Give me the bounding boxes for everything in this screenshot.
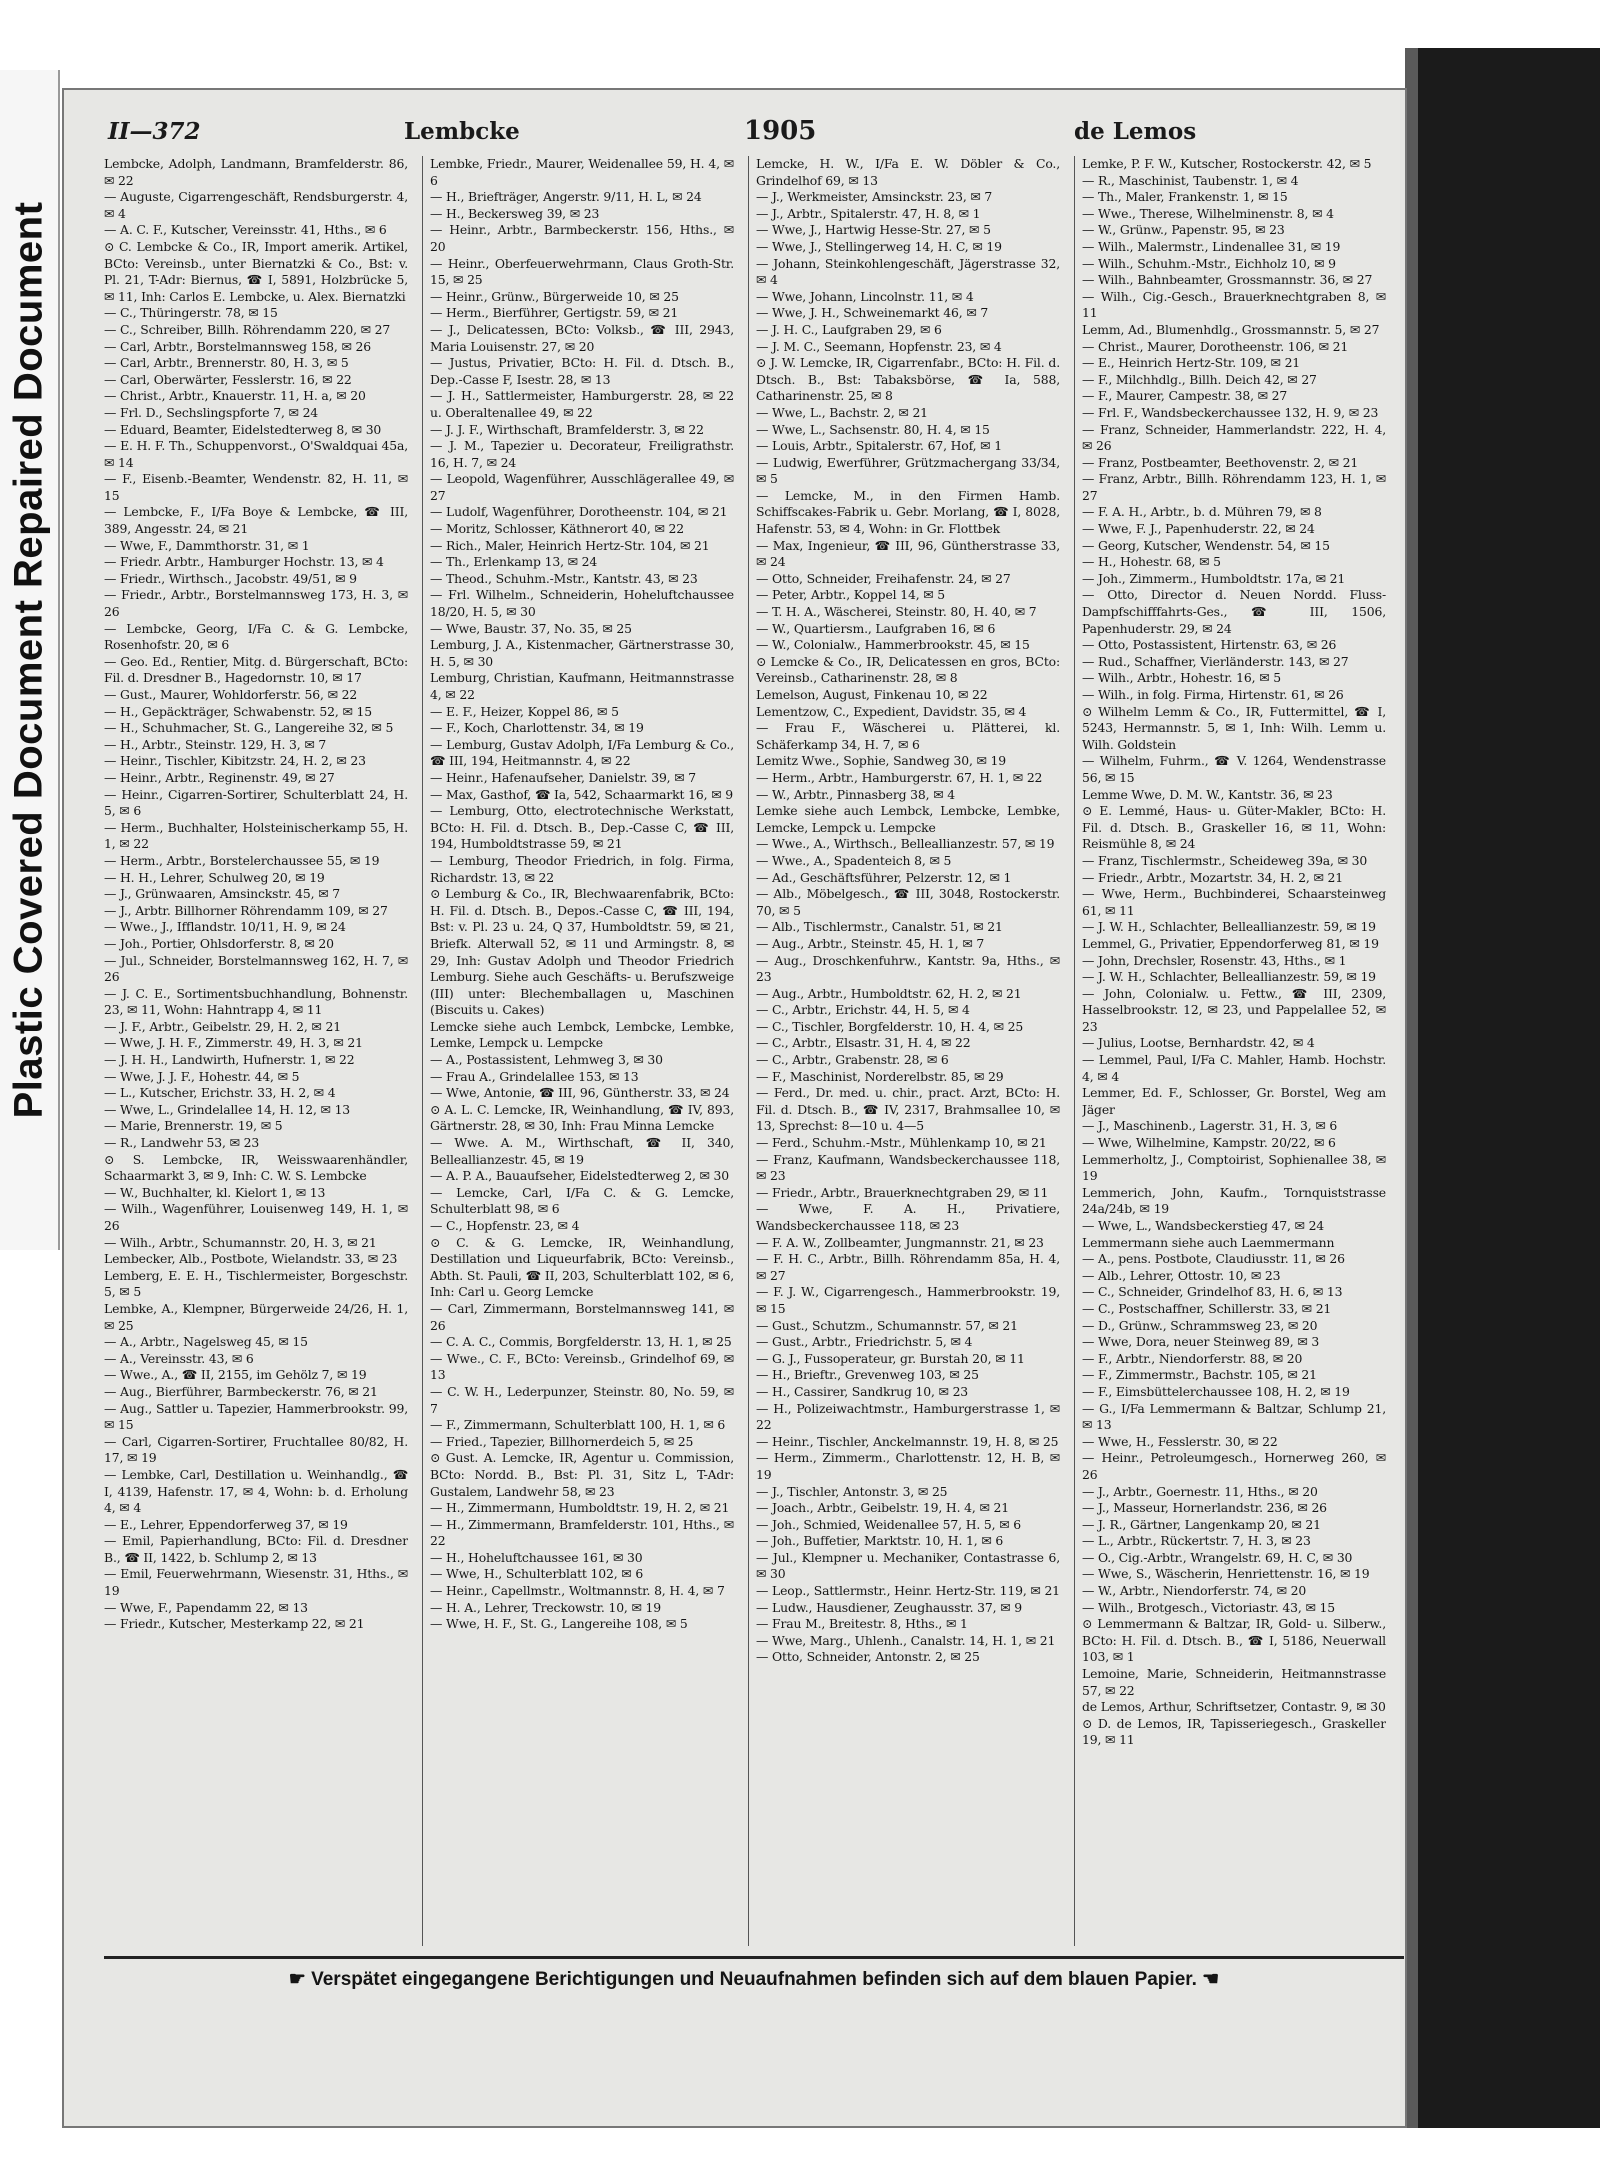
directory-entry: — C. W. H., Lederpunzer, Steinstr. 80, No. 59, ✉ 7: [430, 1383, 734, 1416]
directory-entry: Lemitz Wwe., Sophie, Sandweg 30, ✉ 19: [756, 753, 1007, 769]
directory-entry: — Frau A., Grindelallee 153, ✉ 13: [430, 1068, 639, 1084]
directory-entry: — Frl. D., Sechslingspforte 7, ✉ 24: [104, 404, 319, 420]
directory-entry: — Theod., Schuhm.-Mstr., Kantstr. 43, ✉ 23: [430, 570, 698, 586]
directory-entry: — Herm., Buchhalter, Holsteinischerkamp 55, H. 1, ✉ 22: [104, 819, 408, 852]
directory-entry: — Gust., Schutzm., Schumannstr. 57, ✉ 21: [756, 1317, 1018, 1333]
directory-entry: — Wwe., A., Spadenteich 8, ✉ 5: [756, 852, 952, 868]
directory-entry: — F., Eimsbüttelerchaussee 108, H. 2, ✉ 19: [1082, 1383, 1350, 1399]
directory-entry: — H., Schuhmacher, St. G., Langereihe 32, ✉ 5: [104, 720, 394, 736]
directory-entry: — Heinr., Tischler, Anckelmannstr. 19, H. 8, ✉ 25: [756, 1433, 1059, 1449]
directory-entry: Lemke, P. F. W., Kutscher, Rostockerstr. 42, ✉ 5: [1082, 156, 1372, 171]
directory-entry: — John, Colonialw. u. Fettw., ☎ III, 2309, Hasselbrookstr. 12, ✉ 23, und Pappelallee 52, ✉ 23: [1082, 985, 1386, 1034]
directory-entry: — Franz, Schneider, Hammerlandstr. 222, H. 4, ✉ 26: [1082, 421, 1386, 454]
directory-entry: — Lembke, Carl, Destillation u. Weinhandlg., ☎ I, 4139, Hafenstr. 17, ✉ 4, Wohn: b. d. Erholung 4, ✉ 4: [104, 1466, 408, 1516]
directory-entry: — F., Koch, Charlottenstr. 34, ✉ 19: [430, 720, 644, 736]
directory-entry: — Wwe, J., Stellingerweg 14, H. C, ✉ 19: [756, 238, 1002, 254]
directory-entry: — D., Grünw., Schrammsweg 23, ✉ 20: [1082, 1317, 1318, 1333]
directory-entry: — Heinr., Petroleumgesch., Hornerweg 260, ✉ 26: [1082, 1450, 1386, 1482]
directory-entry: — Aug., Sattler u. Tapezier, Hammerbrookstr. 99, ✉ 15: [104, 1400, 408, 1433]
header-left-keyword: Lembcke: [404, 118, 520, 145]
directory-entry: — Ad., Geschäftsführer, Pelzerstr. 12, ✉ 1: [756, 869, 1012, 885]
directory-entry: — Jul., Klempner u. Mechaniker, Contastrasse 6, ✉ 30: [756, 1549, 1060, 1582]
directory-entry: Lemburg, Christian, Kaufmann, Heitmannstrasse 4, ✉ 22: [430, 670, 734, 702]
directory-entry: — E., Heinrich Hertz-Str. 109, ✉ 21: [1082, 355, 1301, 371]
directory-entry: — Heinr., Grünw., Bürgerweide 10, ✉ 25: [430, 288, 679, 304]
directory-entry: — F. A. H., Arbtr., b. d. Mühren 79, ✉ 8: [1082, 504, 1322, 520]
directory-entry: — Frau F., Wäscherei u. Plätterei, kl. Schäferkamp 34, H. 7, ✉ 6: [756, 720, 1060, 752]
directory-entry: — E. F., Heizer, Koppel 86, ✉ 5: [430, 703, 619, 719]
directory-entry: — J. H., Sattlermeister, Hamburgerstr. 28, ✉ 22 u. Oberaltenallee 49, ✉ 22: [430, 388, 734, 420]
directory-entry: Lemelson, August, Finkenau 10, ✉ 22: [756, 687, 988, 702]
directory-entry: — Wilh., Cig.-Gesch., Brauerknechtgraben 8, ✉ 11: [1082, 288, 1386, 321]
directory-columns: [104, 156, 1404, 1956]
directory-entry: — J. H. H., Landwirth, Hufnerstr. 1, ✉ 22: [104, 1052, 355, 1068]
directory-entry: — Friedr., Wirthsch., Jacobstr. 49/51, ✉ 9: [104, 570, 357, 586]
directory-entry: — Ferd., Dr. med. u. chir., pract. Arzt, BCto: H. Fil. d. Dtsch. B., ☎ IV, 2317, Brahmsallee 10, ✉ 13, Sprechst: 8—10 u. 4—5: [756, 1085, 1060, 1134]
directory-entry: ⊙ J. W. Lemcke, IR, Cigarrenfabr., BCto: H. Fil. d. Dtsch. B., Bst: Tabaksbörse, ☎ Ia, 588, Catharinenstr. 25, ✉ 8: [756, 355, 1060, 404]
directory-entry: — Joach., Arbtr., Geibelstr. 19, H. 4, ✉ 21: [756, 1500, 1009, 1516]
directory-entry: — Rich., Maler, Heinrich Hertz-Str. 104, ✉ 21: [430, 537, 710, 553]
directory-entry: — C., Postschaffner, Schillerstr. 33, ✉ 21: [1082, 1300, 1332, 1316]
directory-page: [62, 88, 1407, 2128]
directory-entry: — Marie, Brennerstr. 19, ✉ 5: [104, 1118, 283, 1134]
directory-entry: — Christ., Arbtr., Knauerstr. 11, H. a, ✉ 20: [104, 388, 366, 404]
directory-entry: — H., Zimmermann, Humboldtstr. 19, H. 2, ✉ 21: [430, 1500, 730, 1516]
directory-entry: — Wwe, Wilhelmine, Kampstr. 20/22, ✉ 6: [1082, 1135, 1336, 1151]
page-number: II—372: [108, 118, 201, 145]
directory-entry: — Wwe, H. F., St. G., Langereihe 108, ✉ 5: [430, 1616, 688, 1632]
directory-entry: — W., Arbtr., Niendorferstr. 74, ✉ 20: [1082, 1583, 1307, 1599]
directory-entry: — J., Delicatessen, BCto: Volksb., ☎ III, 2943, Maria Louisenstr. 27, ✉ 20: [430, 321, 734, 354]
directory-entry: — F., Milchhdlg., Billh. Deich 42, ✉ 27: [1082, 371, 1317, 387]
directory-entry: — J., Tischler, Antonstr. 3, ✉ 25: [756, 1483, 948, 1499]
directory-entry: — H., Zimmermann, Bramfelderstr. 101, Hths., ✉ 22: [430, 1516, 734, 1549]
directory-entry: — F. H. C., Arbtr., Billh. Röhrendamm 85a, H. 4, ✉ 27: [756, 1251, 1060, 1283]
directory-entry: — A., Arbtr., Nagelsweg 45, ✉ 15: [104, 1334, 308, 1350]
directory-entry: — J., Arbtr., Spitalerstr. 47, H. 8, ✉ 1: [756, 205, 981, 221]
directory-entry: — E. H. F. Th., Schuppenvorst., O'Swaldquai 45a, ✉ 14: [104, 438, 408, 470]
directory-entry: — John, Drechsler, Rosenstr. 43, Hths., ✉ 1: [1082, 952, 1347, 968]
directory-entry: — Otto, Postassistent, Hirtenstr. 63, ✉ 26: [1082, 637, 1337, 653]
directory-entry: Lembke, Friedr., Maurer, Weidenallee 59, H. 4, ✉ 6: [430, 156, 734, 188]
side-label-strip: [0, 70, 60, 1250]
directory-entry: ⊙ Lemmermann & Baltzar, IR, Gold- u. Silberw., BCto: H. Fil. d. Dtsch. B., ☎ I, 5186, Neuerwall 103, ✉ 1: [1082, 1616, 1386, 1665]
footer-note: ☛ Verspätet eingegangene Berichtigungen und Neuaufnahmen befinden sich auf dem blauen Papier. ☚: [288, 1969, 1220, 1990]
directory-entry: — Wwe, F., Papendamm 22, ✉ 13: [104, 1599, 308, 1615]
directory-entry: — J. M. C., Seemann, Hopfenstr. 23, ✉ 4: [756, 338, 1002, 354]
directory-entry: — Franz, Tischlermstr., Scheideweg 39a, ✉ 30: [1082, 852, 1368, 868]
directory-entry: — Frl. F., Wandsbeckerchaussee 132, H. 9, ✉ 23: [1082, 404, 1379, 420]
directory-entry: — Lemmel, Paul, I/Fa C. Mahler, Hamb. Hochstr. 4, ✉ 4: [1082, 1052, 1386, 1084]
directory-entry: — Herm., Arbtr., Hamburgerstr. 67, H. 1, ✉ 22: [756, 769, 1043, 785]
directory-entry: — Wwe, J. H. F., Zimmerstr. 49, H. 3, ✉ 21: [104, 1035, 363, 1051]
directory-entry: — Friedr. Arbtr., Hamburger Hochstr. 13, ✉ 4: [104, 554, 384, 570]
directory-entry: — H., Beckersweg 39, ✉ 23: [430, 205, 600, 221]
directory-entry: — Otto, Schneider, Antonstr. 2, ✉ 25: [756, 1649, 980, 1665]
directory-entry: — Wwe., C. F., BCto: Vereinsb., Grindelhof 69, ✉ 13: [430, 1350, 734, 1383]
directory-entry: — Otto, Schneider, Freihafenstr. 24, ✉ 27: [756, 570, 1011, 586]
directory-entry: — Wilh., Arbtr., Hohestr. 16, ✉ 5: [1082, 670, 1281, 686]
dark-border: [1418, 48, 1600, 2128]
directory-entry: — H., Brieftr., Grevenweg 103, ✉ 25: [756, 1367, 979, 1383]
directory-entry: — H., Gepäckträger, Schwabenstr. 52, ✉ 15: [104, 703, 372, 719]
directory-entry: — Ludwig, Ewerführer, Grützmachergang 33/34, ✉ 5: [756, 454, 1060, 487]
directory-entry: — Wwe., A., Wirthsch., Belleallianzestr. 57, ✉ 19: [756, 836, 1055, 852]
directory-entry: — Friedr., Kutscher, Mesterkamp 22, ✉ 21: [104, 1616, 365, 1632]
column-1: [104, 156, 408, 1956]
directory-entry: — Wwe, S., Wäscherin, Henriettenstr. 16, ✉ 19: [1082, 1566, 1370, 1582]
directory-entry: — Lemcke, Carl, I/Fa C. & G. Lemcke, Schulterblatt 98, ✉ 6: [430, 1184, 734, 1217]
directory-entry: — J. H. C., Laufgraben 29, ✉ 6: [756, 321, 942, 337]
directory-entry: — Wilh., Wagenführer, Louisenweg 149, H. 1, ✉ 26: [104, 1201, 408, 1233]
directory-entry: — Heinr., Arbtr., Barmbeckerstr. 156, Hths., ✉ 20: [430, 222, 734, 254]
directory-entry: — Wilh., in folg. Firma, Hirtenstr. 61, ✉ 26: [1082, 687, 1344, 702]
directory-entry: — Wwe. A. M., Wirthschaft, ☎ II, 340, Belleallianzestr. 45, ✉ 19: [430, 1135, 734, 1167]
directory-entry: — Wwe, L., Wandsbeckerstieg 47, ✉ 24: [1082, 1218, 1325, 1233]
directory-entry: Lemcke siehe auch Lembck, Lembcke, Lembke, Lemke, Lempck u. Lempcke: [430, 1018, 734, 1051]
directory-entry: Lemmer, Ed. F., Schlosser, Gr. Borstel, Weg am Jäger: [1082, 1085, 1386, 1117]
directory-entry: — Ludolf, Wagenführer, Dorotheenstr. 104, ✉ 21: [430, 504, 728, 520]
directory-entry: — Max, Gasthof, ☎ Ia, 542, Schaarmarkt 16, ✉ 9: [430, 786, 733, 802]
column-3: [756, 156, 1060, 1956]
directory-entry: — Jul., Schneider, Borstelmannsweg 162, H. 7, ✉ 26: [104, 952, 408, 985]
directory-entry: Lembecker, Alb., Postbote, Wielandstr. 33, ✉ 23: [104, 1251, 398, 1267]
directory-entry: ⊙ S. Lembcke, IR, Weisswaarenhändler, Schaarmarkt 3, ✉ 9, Inh: C. W. S. Lembcke: [104, 1151, 408, 1184]
directory-entry: — Wwe, H., Schulterblatt 102, ✉ 6: [430, 1566, 644, 1582]
directory-entry: Lemcke, H. W., I/Fa E. W. Döbler & Co., Grindelhof 69, ✉ 13: [756, 156, 1060, 188]
directory-entry: — Herm., Arbtr., Borstelerchaussee 55, ✉ 19: [104, 852, 380, 868]
directory-entry: — R., Maschinist, Taubenstr. 1, ✉ 4: [1082, 172, 1299, 188]
directory-entry: — Eduard, Beamter, Eidelstedterweg 8, ✉ 30: [104, 421, 382, 437]
directory-entry: — Gust., Maurer, Wohldorferstr. 56, ✉ 22: [104, 687, 358, 702]
directory-entry: — R., Landwehr 53, ✉ 23: [104, 1135, 260, 1151]
directory-entry: — Wwe., J., Ifflandstr. 10/11, H. 9, ✉ 24: [104, 919, 346, 935]
directory-entry: — O., Cig.-Arbtr., Wrangelstr. 69, H. C, ✉ 30: [1082, 1549, 1353, 1565]
directory-entry: — Wwe, Johann, Lincolnstr. 11, ✉ 4: [756, 288, 974, 304]
directory-entry: — L., Arbtr., Rückertstr. 7, H. 3, ✉ 23: [1082, 1533, 1311, 1549]
directory-entry: — W., Grünw., Papenstr. 95, ✉ 23: [1082, 222, 1285, 238]
directory-entry: — Wwe, J. J. F., Hohestr. 44, ✉ 5: [104, 1068, 300, 1084]
directory-entry: — Wwe, Marg., Uhlenh., Canalstr. 14, H. 1, ✉ 21: [756, 1632, 1056, 1648]
directory-entry: — Julius, Lootse, Bernhardstr. 42, ✉ 4: [1082, 1035, 1315, 1051]
directory-entry: — Wwe., A., ☎ II, 2155, im Gehölz 7, ✉ 19: [104, 1367, 367, 1383]
directory-entry: — Lemburg, Otto, electrotechnische Werkstatt, BCto: H. Fil. d. Dtsch. B., Dep.-Casse C, ☎ III, 194, Humboldtstrasse 59, ✉ 21: [430, 803, 734, 852]
directory-entry: — Christ., Maurer, Dorotheenstr. 106, ✉ 21: [1082, 338, 1349, 354]
directory-entry: — Heinr., Hafenaufseher, Danielstr. 39, ✉ 7: [430, 769, 697, 785]
directory-entry: — Wilh., Brotgesch., Victoriastr. 43, ✉ 15: [1082, 1599, 1335, 1615]
directory-entry: — W., Colonialw., Hammerbrookstr. 45, ✉ 15: [756, 637, 1030, 653]
directory-entry: — A. P. A., Bauaufseher, Eidelstedterweg 2, ✉ 30: [430, 1168, 730, 1184]
directory-entry: — C., Arbtr., Elsastr. 31, H. 4, ✉ 22: [756, 1035, 971, 1051]
directory-entry: — Wilhelm, Fuhrm., ☎ V. 1264, Wendenstrasse 56, ✉ 15: [1082, 753, 1386, 785]
directory-entry: — Lembcke, F., I/Fa Boye & Lembcke, ☎ III, 389, Angesstr. 24, ✉ 21: [104, 504, 408, 537]
directory-entry: — Emil, Feuerwehrmann, Wiesenstr. 31, Hths., ✉ 19: [104, 1566, 408, 1599]
directory-entry: — Max, Ingenieur, ☎ III, 96, Güntherstrasse 33, ✉ 24: [756, 537, 1060, 570]
directory-entry: — C. A. C., Commis, Borgfelderstr. 13, H. 1, ✉ 25: [430, 1334, 732, 1350]
directory-entry: — Wwe, H., Fesslerstr. 30, ✉ 22: [1082, 1433, 1278, 1449]
directory-entry: — Geo. Ed., Rentier, Mitg. d. Bürgerschaft, BCto: Fil. d. Dresdner B., Hagedornstr. 10, ✉ 17: [104, 653, 408, 686]
directory-entry: — Wwe, Antonie, ☎ III, 96, Güntherstr. 33, ✉ 24: [430, 1085, 730, 1101]
directory-entry: — Aug., Arbtr., Humboldtstr. 62, H. 2, ✉ 21: [756, 985, 1022, 1001]
directory-entry: — F., Zimmermstr., Bachstr. 105, ✉ 21: [1082, 1367, 1317, 1383]
directory-entry: — Wwe, F. A. H., Privatiere, Wandsbeckerchaussee 118, ✉ 23: [756, 1201, 1060, 1233]
directory-entry: — A., Vereinsstr. 43, ✉ 6: [104, 1350, 254, 1366]
directory-entry: Lemm, Ad., Blumenhdlg., Grossmannstr. 5, ✉ 27: [1082, 321, 1380, 337]
directory-entry: — Wwe., Therese, Wilhelminenstr. 8, ✉ 4: [1082, 205, 1334, 221]
directory-entry: — Wwe, F. J., Papenhuderstr. 22, ✉ 24: [1082, 521, 1315, 537]
directory-entry: — C., Schreiber, Billh. Röhrendamm 220, ✉ 27: [104, 321, 391, 337]
directory-entry: — J. M., Tapezier u. Decorateur, Freiligrathstr. 16, H. 7, ✉ 24: [430, 438, 734, 470]
directory-entry: Lemburg, J. A., Kistenmacher, Gärtnerstrasse 30, H. 5, ✉ 30: [430, 637, 734, 669]
column-divider: [748, 156, 749, 1946]
directory-entry: — Wwe, L., Bachstr. 2, ✉ 21: [756, 404, 928, 420]
directory-entry: — L., Kutscher, Erichstr. 33, H. 2, ✉ 4: [104, 1085, 336, 1101]
directory-entry: — Peter, Arbtr., Koppel 14, ✉ 5: [756, 587, 946, 603]
directory-entry: — Wwe, F., Dammthorstr. 31, ✉ 1: [104, 537, 310, 553]
directory-entry: ⊙ Wilhelm Lemm & Co., IR, Futtermittel, ☎ I, 5243, Hermannstr. 5, ✉ 1, Inh: Wilh. Lemm u. Wilh. Goldstein: [1082, 703, 1386, 752]
directory-entry: — Heinr., Arbtr., Reginenstr. 49, ✉ 27: [104, 769, 335, 785]
directory-entry: Lemmel, G., Privatier, Eppendorferweg 81, ✉ 19: [1082, 935, 1379, 951]
directory-entry: Lemmerich, John, Kaufm., Tornquiststrasse 24a/24b, ✉ 19: [1082, 1184, 1386, 1217]
column-divider: [1074, 156, 1075, 1946]
directory-entry: ⊙ A. L. C. Lemcke, IR, Weinhandlung, ☎ IV, 893, Gärtnerstr. 28, ✉ 30, Inh: Frau Minna Lemcke: [430, 1101, 734, 1134]
directory-entry: — A. C. F., Kutscher, Vereinsstr. 41, Hths., ✉ 6: [104, 222, 387, 238]
directory-entry: — Joh., Portier, Ohlsdorferstr. 8, ✉ 20: [104, 935, 334, 951]
directory-entry: — H., Cassirer, Sandkrug 10, ✉ 23: [756, 1383, 969, 1399]
directory-entry: — Georg, Kutscher, Wendenstr. 54, ✉ 15: [1082, 537, 1330, 553]
directory-entry: — Wwe, J. H., Schweinemarkt 46, ✉ 7: [756, 305, 989, 321]
directory-entry: — J. W. H., Schlachter, Belleallianzestr. 59, ✉ 19: [1082, 919, 1376, 935]
directory-entry: — Aug., Bierführer, Barmbeckerstr. 76, ✉ 21: [104, 1383, 378, 1399]
side-label-text: Plastic Covered Document Repaired Document: [6, 201, 51, 1119]
directory-entry: — Auguste, Cigarrengeschäft, Rendsburgerstr. 4, ✉ 4: [104, 189, 408, 221]
directory-entry: — Joh., Schmied, Weidenallee 57, H. 5, ✉ 6: [756, 1516, 1021, 1532]
directory-entry: — F. J. W., Cigarrengesch., Hammerbrookstr. 19, ✉ 15: [756, 1284, 1060, 1316]
directory-entry: — Friedr., Arbtr., Borstelmannsweg 173, H. 3, ✉ 26: [104, 587, 408, 620]
directory-entry: — Leopold, Wagenführer, Ausschlägerallee 49, ✉ 27: [430, 471, 734, 503]
directory-entry: — J. R., Gärtner, Langenkamp 20, ✉ 21: [1082, 1516, 1321, 1532]
header-right-keyword: de Lemos: [1074, 118, 1197, 145]
directory-entry: Lemmermann siehe auch Laemmermann: [1082, 1234, 1335, 1250]
directory-entry: — Joh., Zimmerm., Humboldtstr. 17a, ✉ 21: [1082, 570, 1346, 586]
directory-entry: — Franz, Kaufmann, Wandsbeckerchaussee 118, ✉ 23: [756, 1151, 1060, 1184]
directory-entry: — Carl, Arbtr., Brennerstr. 80, H. 3, ✉ 5: [104, 355, 349, 371]
directory-entry: — T. H. A., Wäscherei, Steinstr. 80, H. 40, ✉ 7: [756, 604, 1037, 620]
directory-entry: — Alb., Lehrer, Ottostr. 10, ✉ 23: [1082, 1267, 1281, 1283]
header-year: 1905: [744, 116, 817, 146]
directory-entry: — Rud., Schaffner, Vierländerstr. 143, ✉ 27: [1082, 653, 1349, 669]
directory-entry: — G., I/Fa Lemmermann & Baltzar, Schlump 21, ✉ 13: [1082, 1400, 1386, 1433]
column-2: [430, 156, 734, 1956]
directory-entry: — Wwe, Dora, neuer Steinweg 89, ✉ 3: [1082, 1334, 1320, 1350]
directory-entry: — J. F., Arbtr., Geibelstr. 29, H. 2, ✉ 21: [104, 1018, 341, 1034]
directory-entry: ⊙ C. Lembcke & Co., IR, Import amerik. Artikel, BCto: Vereinsb., unter Biernatzki & Co., Bst: v. Pl. 21, T-Adr: Biernus, ☎ I, 5891, Holzbrücke 5, ✉ 11, Inh: Carlos E. Lembcke, u. Alex. Biernatzki: [104, 238, 408, 304]
directory-entry: de Lemos, Arthur, Schriftsetzer, Contastr. 9, ✉ 30: [1082, 1699, 1386, 1715]
directory-entry: — Heinr., Cigarren-Sortirer, Schulterblatt 24, H. 5, ✉ 6: [104, 786, 408, 819]
directory-entry: — Franz, Arbtr., Billh. Röhrendamm 123, H. 1, ✉ 27: [1082, 471, 1386, 503]
directory-entry: — H., Arbtr., Steinstr. 129, H. 3, ✉ 7: [104, 736, 327, 752]
directory-entry: — C., Hopfenstr. 23, ✉ 4: [430, 1218, 580, 1233]
directory-entry: — F. A. W., Zollbeamter, Jungmannstr. 21, ✉ 23: [756, 1234, 1044, 1250]
directory-entry: — Lembcke, Georg, I/Fa C. & G. Lembcke, Rosenhofstr. 20, ✉ 6: [104, 620, 408, 653]
directory-entry: — Wwe, Herm., Buchbinderei, Schaarsteinweg 61, ✉ 11: [1082, 886, 1386, 918]
directory-entry: — H., Briefträger, Angerstr. 9/11, H. L, ✉ 24: [430, 189, 702, 205]
directory-entry: — W., Quartiersm., Laufgraben 16, ✉ 6: [756, 620, 996, 636]
directory-entry: — J., Arbtr. Billhorner Röhrendamm 109, ✉ 27: [104, 902, 388, 918]
directory-entry: — J., Werkmeister, Amsinckstr. 23, ✉ 7: [756, 189, 993, 205]
directory-entry: — Wwe, J., Hartwig Hesse-Str. 27, ✉ 5: [756, 222, 991, 238]
directory-entry: — F., Maschinist, Norderelbstr. 85, ✉ 29: [756, 1068, 1004, 1084]
directory-entry: — Gust., Arbtr., Friedrichstr. 5, ✉ 4: [756, 1334, 973, 1350]
directory-entry: — Fried., Tapezier, Billhornerdeich 5, ✉ 25: [430, 1433, 694, 1449]
directory-entry: — J. C. E., Sortimentsbuchhandlung, Bohnenstr. 23, ✉ 11, Wohn: Hahntrapp 4, ✉ 11: [104, 985, 408, 1018]
directory-entry: — Heinr., Tischler, Kibitzstr. 24, H. 2, ✉ 23: [104, 753, 366, 769]
directory-entry: — Justus, Privatier, BCto: H. Fil. d. Dtsch. B., Dep.-Casse F, Isestr. 28, ✉ 13: [430, 355, 734, 387]
directory-entry: — Carl, Arbtr., Borstelmannsweg 158, ✉ 26: [104, 338, 371, 354]
directory-entry: — W., Buchhalter, kl. Kielort 1, ✉ 13: [104, 1184, 326, 1200]
directory-entry: — Aug., Arbtr., Steinstr. 45, H. 1, ✉ 7: [756, 935, 985, 951]
directory-entry: — Frl. Wilhelm., Schneiderin, Hoheluftchaussee 18/20, H. 5, ✉ 30: [430, 587, 734, 620]
directory-entry: — Friedr., Arbtr., Brauerknechtgraben 29, ✉ 11: [756, 1184, 1049, 1200]
directory-entry: Lemke siehe auch Lembck, Lembcke, Lembke, Lemcke, Lempck u. Lempcke: [756, 803, 1060, 835]
directory-entry: — Joh., Buffetier, Marktstr. 10, H. 1, ✉ 6: [756, 1533, 1004, 1549]
directory-entry: ⊙ Gust. A. Lemcke, IR, Agentur u. Commission, BCto: Nordd. B., Bst: Pl. 31, Sitz L, T-Adr: Gustalem, Landwehr 58, ✉ 23: [430, 1450, 734, 1499]
directory-entry: — Th., Maler, Frankenstr. 1, ✉ 15: [1082, 189, 1288, 205]
directory-entry: — Leop., Sattlermstr., Heinr. Hertz-Str. 119, ✉ 21: [756, 1583, 1060, 1599]
directory-entry: — H., Hohestr. 68, ✉ 5: [1082, 554, 1221, 570]
directory-entry: — J., Masseur, Hornerlandstr. 236, ✉ 26: [1082, 1500, 1327, 1516]
directory-entry: ⊙ D. de Lemos, IR, Tapisseriegesch., Graskeller 19, ✉ 11: [1082, 1715, 1386, 1748]
directory-entry: — F., Arbtr., Niendorferstr. 88, ✉ 20: [1082, 1350, 1303, 1366]
directory-entry: — Wilh., Bahnbeamter, Grossmannstr. 36, ✉ 27: [1082, 272, 1373, 288]
directory-entry: — J., Arbtr., Goernestr. 11, Hths., ✉ 20: [1082, 1483, 1318, 1499]
directory-entry: — Moritz, Schlosser, Käthnerort 40, ✉ 22: [430, 521, 684, 537]
directory-entry: Lemoine, Marie, Schneiderin, Heitmannstrasse 57, ✉ 22: [1082, 1666, 1386, 1698]
directory-entry: — Th., Erlenkamp 13, ✉ 24: [430, 554, 598, 570]
directory-entry: — H., Polizeiwachtmstr., Hamburgerstrasse 1, ✉ 22: [756, 1400, 1060, 1433]
directory-entry: ⊙ E. Lemmé, Haus- u. Güter-Makler, BCto: H. Fil. d. Dtsch. B., Graskeller 16, ✉ 11, Wohn: Reismühle 8, ✉ 24: [1082, 803, 1386, 852]
directory-entry: ⊙ C. & G. Lemcke, IR, Weinhandlung, Destillation und Liqueurfabrik, BCto: Vereinsb., Abth. St. Pauli, ☎ II, 203, Schulterblatt 102, ✉ 6, Inh: Carl u. Georg Lemcke: [430, 1234, 734, 1300]
directory-entry: — W., Arbtr., Pinnasberg 38, ✉ 4: [756, 786, 955, 802]
directory-entry: Lemme Wwe, D. M. W., Kantstr. 36, ✉ 23: [1082, 786, 1333, 802]
directory-entry: — Herm., Zimmerm., Charlottenstr. 12, H. B, ✉ 19: [756, 1450, 1060, 1482]
directory-entry: — Emil, Papierhandlung, BCto: Fil. d. Dresdner B., ☎ II, 1422, b. Schlump 2, ✉ 13: [104, 1533, 408, 1565]
directory-entry: — A., Postassistent, Lehmweg 3, ✉ 30: [430, 1052, 663, 1068]
directory-entry: — Wwe, L., Sachsenstr. 80, H. 4, ✉ 15: [756, 421, 990, 437]
directory-entry: — Wwe, Baustr. 37, No. 35, ✉ 25: [430, 620, 632, 636]
directory-entry: — J. J. F., Wirthschaft, Bramfelderstr. 3, ✉ 22: [430, 421, 704, 437]
directory-entry: ⊙ Lemburg & Co., IR, Blechwaarenfabrik, BCto: H. Fil. d. Dtsch. B., Depos.-Casse C, ☎ III, 194, Bst: v. Pl. 23 u. 24, Q 37, Humboldtstr. 59, ✉ 21, Briefk. Alterwall 52, ✉ 11 und Armingstr. 8, ✉ 29, Inh: Gustav Adolph und Theodor Friedrich Lemburg. Siehe auch Geschäfts- u. Berufszweige (III) unter: Blechemballagen u, Maschinen (Biscuits u. Cakes): [430, 886, 734, 1018]
directory-entry: — Wilh., Schuhm.-Mstr., Eichholz 10, ✉ 9: [1082, 255, 1336, 271]
directory-entry: — Lemburg, Gustav Adolph, I/Fa Lemburg & Co., ☎ III, 194, Heitmannstr. 4, ✉ 22: [430, 736, 734, 769]
directory-entry: — F., Eisenb.-Beamter, Wendenstr. 82, H. 11, ✉ 15: [104, 471, 408, 503]
directory-entry: — Alb., Möbelgesch., ☎ III, 3048, Rostockerstr. 70, ✉ 5: [756, 886, 1060, 918]
directory-entry: — H., Hoheluftchaussee 161, ✉ 30: [430, 1549, 643, 1565]
directory-entry: Lembcke, Adolph, Landmann, Bramfelderstr. 86, ✉ 22: [104, 156, 408, 188]
directory-entry: — Wilh., Arbtr., Schumannstr. 20, H. 3, ✉ 21: [104, 1234, 377, 1250]
column-4: [1082, 156, 1386, 1956]
directory-entry: — Ludw., Hausdiener, Zeughausstr. 37, ✉ 9: [756, 1599, 1022, 1615]
directory-entry: Lemberg, E. E. H., Tischlermeister, Borgeschstr. 5, ✉ 5: [104, 1267, 408, 1300]
directory-entry: — Carl, Zimmermann, Borstelmannsweg 141, ✉ 26: [430, 1300, 734, 1333]
directory-entry: — Heinr., Oberfeuerwehrmann, Claus Groth-Str. 15, ✉ 25: [430, 255, 734, 288]
directory-entry: — F., Maurer, Campestr. 38, ✉ 27: [1082, 388, 1288, 404]
directory-entry: — J., Grünwaaren, Amsinckstr. 45, ✉ 7: [104, 886, 340, 902]
directory-entry: — Wilh., Malermstr., Lindenallee 31, ✉ 19: [1082, 238, 1341, 254]
directory-entry: — Franz, Postbeamter, Beethovenstr. 2, ✉ 21: [1082, 454, 1359, 470]
page-header: [104, 110, 1404, 156]
directory-entry: — Aug., Droschkenfuhrw., Kantstr. 9a, Hths., ✉ 23: [756, 952, 1060, 985]
directory-entry: — C., Tischler, Borgfelderstr. 10, H. 4, ✉ 25: [756, 1018, 1024, 1034]
directory-entry: — Heinr., Capellmstr., Woltmannstr. 8, H. 4, ✉ 7: [430, 1583, 725, 1599]
directory-entry: — Wwe, L., Grindelallee 14, H. 12, ✉ 13: [104, 1101, 351, 1117]
directory-entry: — Alb., Tischlermstr., Canalstr. 51, ✉ 21: [756, 919, 1003, 935]
directory-entry: — C., Schneider, Grindelhof 83, H. 6, ✉ 13: [1082, 1284, 1343, 1300]
directory-entry: Lembke, A., Klempner, Bürgerweide 24/26, H. 1, ✉ 25: [104, 1300, 408, 1333]
directory-entry: — Carl, Cigarren-Sortirer, Fruchtallee 80/82, H. 17, ✉ 19: [104, 1433, 408, 1466]
directory-entry: — Lemburg, Theodor Friedrich, in folg. Firma, Richardstr. 13, ✉ 22: [430, 852, 734, 885]
directory-entry: — J. W. H., Schlachter, Belleallianzestr. 59, ✉ 19: [1082, 969, 1376, 985]
column-divider: [422, 156, 423, 1946]
page-content: [104, 110, 1404, 2050]
directory-entry: — C., Arbtr., Grabenstr. 28, ✉ 6: [756, 1052, 949, 1068]
directory-entry: — Herm., Bierführer, Gertigstr. 59, ✉ 21: [430, 305, 679, 321]
directory-entry: — Friedr., Arbtr., Mozartstr. 34, H. 2, ✉ 21: [1082, 869, 1343, 885]
directory-entry: — Ferd., Schuhm.-Mstr., Mühlenkamp 10, ✉ 21: [756, 1135, 1047, 1151]
directory-entry: — J., Maschinenb., Lagerstr. 31, H. 3, ✉ 6: [1082, 1118, 1338, 1134]
bottom-rule: [104, 1956, 1404, 1959]
directory-entry: — H. A., Lehrer, Treckowstr. 10, ✉ 19: [430, 1599, 662, 1615]
directory-entry: — F., Zimmermann, Schulterblatt 100, H. 1, ✉ 6: [430, 1417, 726, 1433]
directory-entry: — Otto, Director d. Neuen Nordd. Fluss-Dampfschifffahrts-Ges., ☎ III, 1506, Papenhuderstr. 29, ✉ 24: [1082, 587, 1386, 636]
directory-entry: — C., Thüringerstr. 78, ✉ 15: [104, 305, 278, 321]
directory-entry: — C., Arbtr., Erichstr. 44, H. 5, ✉ 4: [756, 1002, 970, 1018]
directory-entry: — Carl, Oberwärter, Fesslerstr. 16, ✉ 22: [104, 371, 352, 387]
directory-entry: — Frau M., Breitestr. 8, Hths., ✉ 1: [756, 1616, 968, 1632]
directory-entry: — Lemcke, M., in den Firmen Hamb. Schiffscakes-Fabrik u. Gebr. Morlang, ☎ I, 8028, Hafenstr. 53, ✉ 4, Wohn: in Gr. Flottbek: [756, 487, 1060, 537]
directory-entry: — A., pens. Postbote, Claudiusstr. 11, ✉ 26: [1082, 1251, 1345, 1267]
directory-entry: — H. H., Lehrer, Schulweg 20, ✉ 19: [104, 869, 325, 885]
directory-entry: ⊙ Lemcke & Co., IR, Delicatessen en gros, BCto: Vereinsb., Catharinenstr. 28, ✉ 8: [756, 653, 1060, 686]
directory-entry: Lemmerholtz, J., Comptoirist, Sophienallee 38, ✉ 19: [1082, 1151, 1386, 1184]
directory-entry: — E., Lehrer, Eppendorferweg 37, ✉ 19: [104, 1516, 348, 1532]
directory-entry: — G. J., Fussoperateur, gr. Burstah 20, ✉ 11: [756, 1350, 1025, 1366]
directory-entry: — Louis, Arbtr., Spitalerstr. 67, Hof, ✉ 1: [756, 438, 1002, 454]
directory-entry: — Johann, Steinkohlengeschäft, Jägerstrasse 32, ✉ 4: [756, 255, 1060, 288]
directory-entry: Lementzow, C., Expedient, Davidstr. 35, ✉ 4: [756, 703, 1027, 719]
